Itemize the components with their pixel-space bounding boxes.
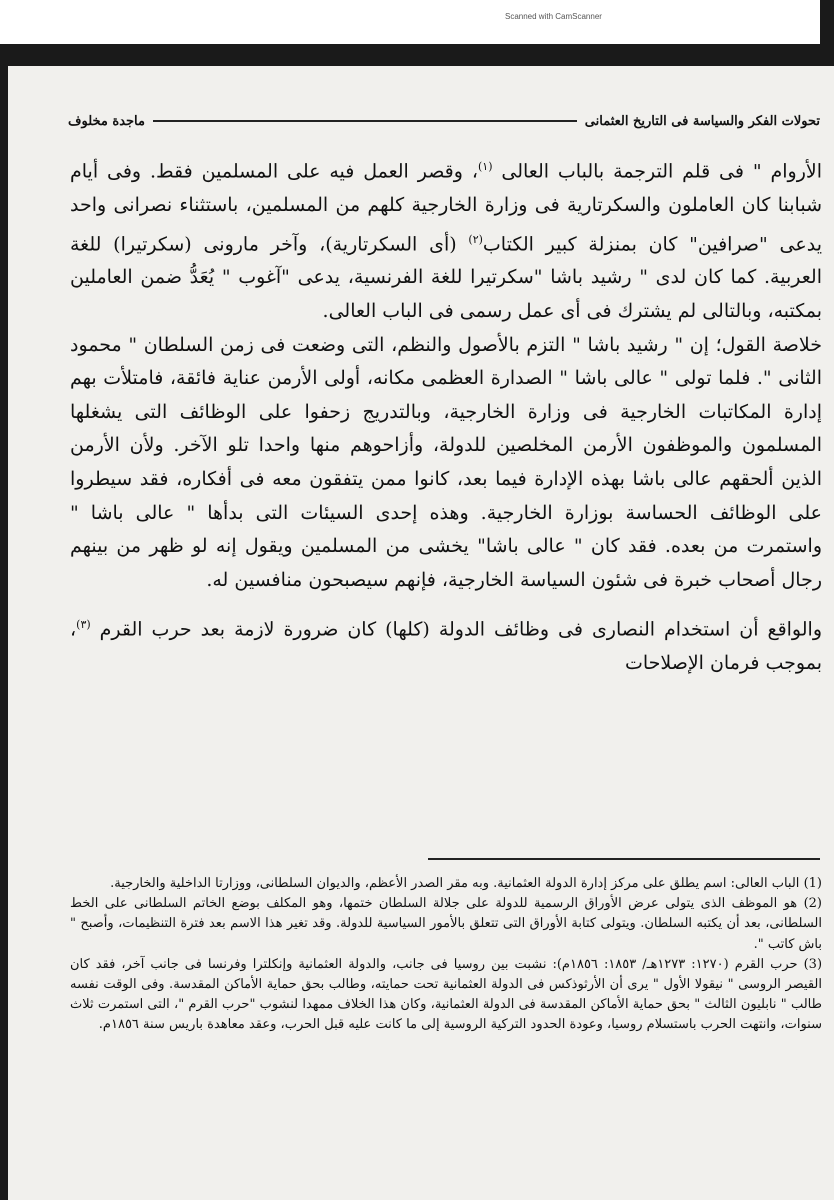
footnote-text: هو الموظف الذى يتولى عرض الأوراق الرسمية للدولة على جلالة السلطان ختمها، وهو المكلف بوضع الخاتم السلطانى على الخط السلطانى، بعد أن يكتبه السلطان. ويتولى كتابة الأوراق التى تتعلق بالأمور السياسية للدولة. وقد تغير هذا الاسم بعد فترة التنظيمات، وأصبح " باش كاتب ". — [70, 896, 822, 952]
footnote-text: حرب القرم (١٢٧٠: ١٢٧٣هـ/ ١٨٥٣: ١٨٥٦م): نشبت بين روسيا فى جانب، والدولة العثمانية وإنكلترا وفرنسا فى جانب آخر، فقد كان القيصر الروسى " نيقولا الأول " يرى أن الأرثوذكس فى الدولة العثمانية تحت حمايته، وطالب بحق حماية الأماكن المقدسة. وفى الوقت نفسه طالب " نابليون الثالث " بحق حماية الأماكن المقدسة فى الدولة العثمانية، وكان هذا الخلاف ممهدا لنشوب "حرب القرم "، التى استمرت ثلاث سنوات، وانتهت الحرب باستسلام روسيا، وعودة الحدود التركية الروسية إلى ما كانت عليه قبل الحرب، وعقد معاهدة باريس سنة ١٨٥٦م. — [70, 956, 822, 1033]
footnote-number: (3) — [803, 956, 823, 972]
paragraph-text: خلاصة القول؛ إن " رشيد باشا " التزم بالأصول والنظم، التى وضعت فى زمن السلطان " محمود الثانى ". فلما تولى " عالى باشا " الصدارة العظمى مكانه، أولى الأرمن عناية فائقة، فامتلأت بهم إدارة المكاتبات الخارجية فى وزارة الخارجية، وبالتدريج زحفوا على الوظائف التى يشغلها المسلمون والموظفون الأرمن المخلصين للدولة، وأزاحوهم منها واحدا تلو الآخر. ولأن الأرمن الذين ألحقهم عالى باشا بهذه الإدارة فيما بعد، كانوا ممن يتفقون معه فى أفكاره، فقد سيطروا على الوظائف الحساسة بوزارة الخارجية. وهذه إحدى السيئات التى بدأها " عالى باشا " واستمرت من بعده. فقد كان " عالى باشا" يخشى من المسلمين ويقول إنه لو ظهر من بينهم رجال أصحاب خبرة فى شئون السياسة الخارجية، فإنهم سيصبحون منافسين له. — [70, 333, 822, 591]
footnote-1 — [70, 874, 822, 894]
header-title: تحولات الفكر والسياسة فى التاريخ العثمانى — [584, 113, 820, 129]
paragraph-text: ، بموجب فرمان الإصلاحات — [70, 618, 822, 675]
paragraph-2 — [70, 329, 822, 598]
footnote-ref: (٣) — [76, 618, 91, 632]
footnote-ref: (١) — [477, 160, 493, 173]
footnote-text: الباب العالى: اسم يطلق على مركز إدارة الدولة العثمانية. وبه مقر الصدر الأعظم، والديوان السلطانى، ووزارتا الداخلية والخارجية. — [110, 876, 800, 891]
paragraph-3 — [70, 608, 822, 681]
footnote-separator — [428, 858, 820, 860]
footnote-3 — [70, 955, 822, 1036]
header-author: ماجدة مخلوف — [68, 113, 145, 129]
header-rule — [153, 120, 577, 122]
scanner-caption: Scanned with CamScanner — [505, 12, 602, 21]
footnote-number: (2) — [803, 896, 822, 912]
scanner-banner — [0, 0, 820, 44]
paragraph-text: ، وقصر العمل فيه على المسلمين فقط. وفى أيام شبابنا كان العاملون والسكرتارية فى وزارة الخارجية كلهم من المسلمين، باستثناء نصرانى واحد يدعى "صرافين" كان بمنزلة كبير الكتاب — [70, 160, 822, 255]
footnote-number: (1) — [803, 876, 822, 891]
footnote-ref: (٢) — [468, 232, 483, 246]
body-text — [70, 150, 822, 681]
paragraph-1 — [70, 150, 822, 329]
footnotes — [70, 874, 822, 1036]
paragraph-text: (أى السكرتارية)، وآخر مارونى (سكرتيرا) للغة العربية. كما كان لدى " رشيد باشا "سكرتيرا للغة الفرنسية، يدعى "آغوب " يُعَدُّ ضمن العاملين بمكتبه، وبالتالى لم يشترك فى أى عمل رسمى فى الباب العالى. — [70, 232, 822, 323]
running-header — [68, 110, 820, 132]
book-page — [8, 66, 834, 1200]
paragraph-text: الأروام " فى قلم الترجمة بالباب العالى — [492, 160, 822, 183]
footnote-2 — [70, 894, 822, 955]
paragraph-text: والواقع أن استخدام النصارى فى وظائف الدولة (كلها) كان ضرورة لازمة بعد حرب القرم — [90, 618, 822, 641]
